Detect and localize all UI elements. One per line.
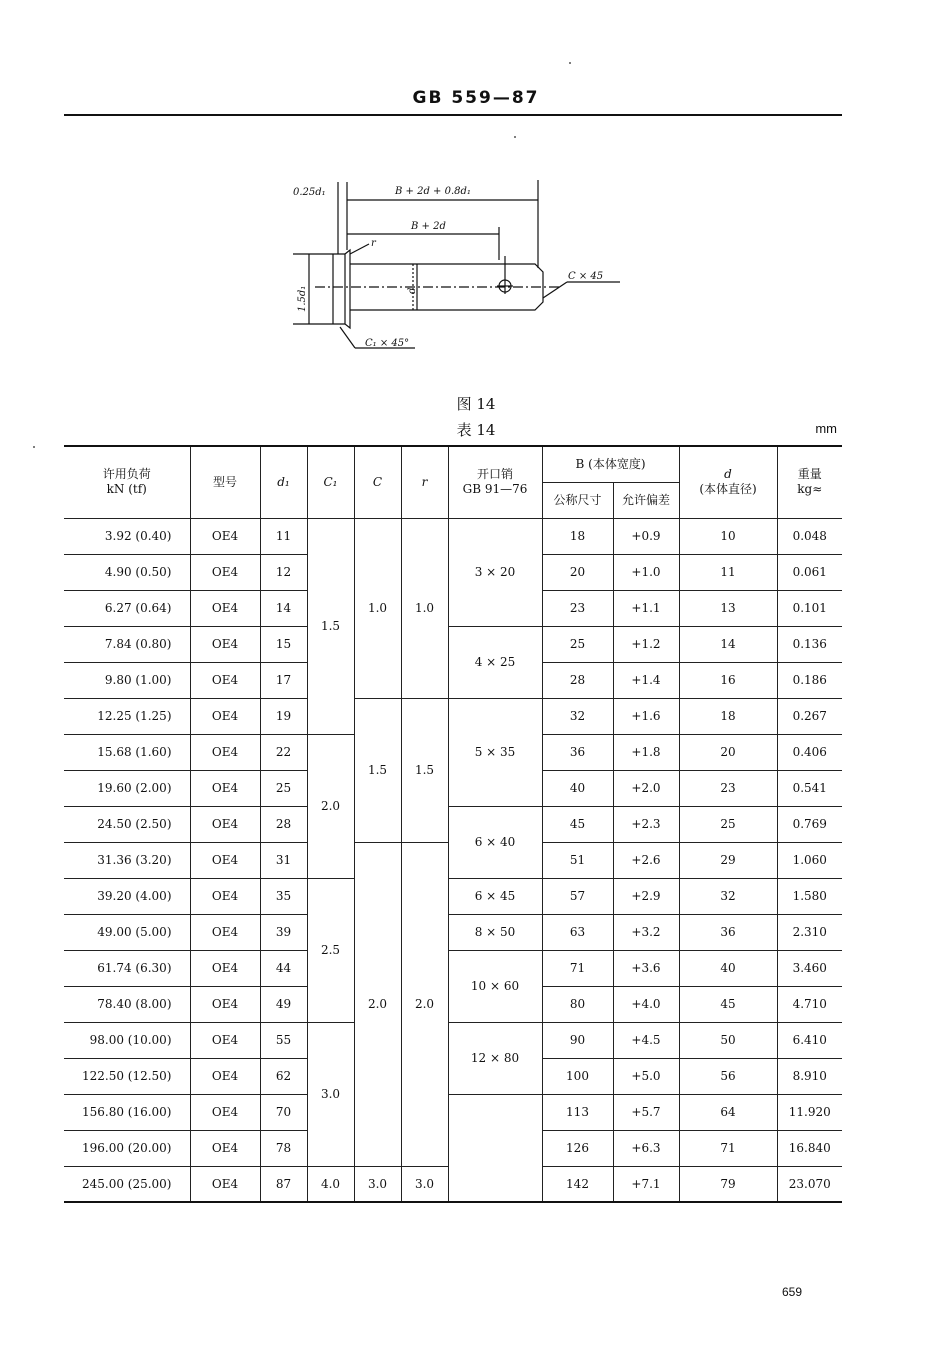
- cell-load: 78.40 (8.00): [64, 986, 190, 1022]
- table-row: [64, 950, 842, 986]
- cell-b-nominal: 28: [542, 662, 613, 698]
- cell-d: 79: [679, 1166, 777, 1202]
- cell-pin: 12 × 80: [448, 1022, 542, 1094]
- cell-b-tol: +1.0: [613, 554, 679, 590]
- cell-d: 23: [679, 770, 777, 806]
- cell-b-tol: +7.1: [613, 1166, 679, 1202]
- header-load-unit: kN (tf): [106, 482, 147, 497]
- table-row: [64, 914, 842, 950]
- header-r: r: [401, 446, 448, 518]
- cell-model: OE4: [190, 1166, 260, 1202]
- cell-d: 45: [679, 986, 777, 1022]
- cell-weight: 11.920: [777, 1094, 842, 1130]
- header-d-symbol: d: [724, 467, 732, 482]
- cell-b-nominal: 40: [542, 770, 613, 806]
- cell-b-tol: +0.9: [613, 518, 679, 554]
- scan-speck: [33, 446, 35, 448]
- cell-d: 32: [679, 878, 777, 914]
- header-load-label: 许用负荷: [102, 467, 151, 482]
- cell-d1: 31: [260, 842, 307, 878]
- cell-b-nominal: 142: [542, 1166, 613, 1202]
- cell-weight: 0.061: [777, 554, 842, 590]
- cell-weight: 0.101: [777, 590, 842, 626]
- cell-d1: 17: [260, 662, 307, 698]
- cell-load: 6.27 (0.64): [64, 590, 190, 626]
- cell-weight: 0.541: [777, 770, 842, 806]
- cell-c1: 3.0: [307, 1022, 354, 1166]
- cell-d: 40: [679, 950, 777, 986]
- header-c: C: [354, 446, 401, 518]
- cell-weight: 0.769: [777, 806, 842, 842]
- table-row: [64, 878, 842, 914]
- cell-b-nominal: 126: [542, 1130, 613, 1166]
- cell-b-tol: +5.7: [613, 1094, 679, 1130]
- cell-b-nominal: 23: [542, 590, 613, 626]
- cell-d1: 78: [260, 1130, 307, 1166]
- cell-r: 2.0: [401, 842, 448, 1166]
- cell-weight: 0.267: [777, 698, 842, 734]
- header-model: 型号: [190, 446, 260, 518]
- cell-b-tol: +1.4: [613, 662, 679, 698]
- header-load: [64, 446, 190, 518]
- header-d-sub: (本体直径): [699, 482, 757, 497]
- cell-d: 64: [679, 1094, 777, 1130]
- cell-b-nominal: 57: [542, 878, 613, 914]
- cell-pin: 10 × 60: [448, 950, 542, 1022]
- header-b-tol: 允许偏差: [613, 482, 679, 518]
- cell-load: 39.20 (4.00): [64, 878, 190, 914]
- cell-b-nominal: 90: [542, 1022, 613, 1058]
- cell-pin: 5 × 35: [448, 698, 542, 806]
- cell-model: OE4: [190, 950, 260, 986]
- cell-weight: 16.840: [777, 1130, 842, 1166]
- header-rule: [64, 114, 842, 116]
- dim-c45-label: C × 45: [568, 271, 604, 282]
- scan-speck: [569, 62, 571, 64]
- cell-c: 1.0: [354, 518, 401, 698]
- header-weight-label: 重量: [797, 467, 822, 482]
- header-d: [679, 446, 777, 518]
- header-c1: C₁: [307, 446, 354, 518]
- cell-c1: 1.5: [307, 518, 354, 734]
- dim-15d1-label: 1.5d₁: [297, 285, 308, 312]
- cell-d1: 22: [260, 734, 307, 770]
- cell-d: 14: [679, 626, 777, 662]
- cell-model: OE4: [190, 1058, 260, 1094]
- cell-model: OE4: [190, 986, 260, 1022]
- cell-d: 20: [679, 734, 777, 770]
- table-row: [64, 1022, 842, 1058]
- header-b-nominal: 公称尺寸: [542, 482, 613, 518]
- header-pin: [448, 446, 542, 518]
- cell-b-tol: +1.8: [613, 734, 679, 770]
- table-row: [64, 698, 842, 734]
- cell-load: 15.68 (1.60): [64, 734, 190, 770]
- cell-d1: 12: [260, 554, 307, 590]
- cell-d1: 28: [260, 806, 307, 842]
- cell-load: 61.74 (6.30): [64, 950, 190, 986]
- header-d1: d₁: [260, 446, 307, 518]
- cell-d1: 25: [260, 770, 307, 806]
- cell-load: 49.00 (5.00): [64, 914, 190, 950]
- cell-pin: [448, 1094, 542, 1202]
- cell-weight: 4.710: [777, 986, 842, 1022]
- cell-model: OE4: [190, 770, 260, 806]
- cell-load: 24.50 (2.50): [64, 806, 190, 842]
- cell-d: 18: [679, 698, 777, 734]
- cell-b-tol: +2.0: [613, 770, 679, 806]
- cell-b-nominal: 100: [542, 1058, 613, 1094]
- cell-weight: 0.048: [777, 518, 842, 554]
- cell-d: 36: [679, 914, 777, 950]
- cell-load: 156.80 (16.00): [64, 1094, 190, 1130]
- cell-d: 56: [679, 1058, 777, 1094]
- cell-model: OE4: [190, 626, 260, 662]
- cell-weight: 0.406: [777, 734, 842, 770]
- cell-load: 4.90 (0.50): [64, 554, 190, 590]
- cell-model: OE4: [190, 914, 260, 950]
- cell-load: 9.80 (1.00): [64, 662, 190, 698]
- cell-weight: 0.186: [777, 662, 842, 698]
- cell-b-nominal: 32: [542, 698, 613, 734]
- cell-model: OE4: [190, 734, 260, 770]
- cell-b-tol: +1.1: [613, 590, 679, 626]
- cell-b-tol: +5.0: [613, 1058, 679, 1094]
- cell-c1: 4.0: [307, 1166, 354, 1202]
- cell-model: OE4: [190, 590, 260, 626]
- cell-b-tol: +6.3: [613, 1130, 679, 1166]
- dim-b2d-label: B + 2d: [411, 221, 446, 232]
- cell-r: 3.0: [401, 1166, 448, 1202]
- cell-weight: 6.410: [777, 1022, 842, 1058]
- shackle-pin-drawing: [285, 172, 630, 357]
- cell-b-tol: +2.9: [613, 878, 679, 914]
- cell-d: 50: [679, 1022, 777, 1058]
- cell-b-nominal: 45: [542, 806, 613, 842]
- cell-load: 3.92 (0.40): [64, 518, 190, 554]
- cell-d: 11: [679, 554, 777, 590]
- cell-model: OE4: [190, 662, 260, 698]
- cell-d1: 15: [260, 626, 307, 662]
- header-pin-std: GB 91—76: [462, 482, 528, 497]
- cell-c1: 2.5: [307, 878, 354, 1022]
- table-row: [64, 1094, 842, 1130]
- cell-pin: 8 × 50: [448, 914, 542, 950]
- dim-c1-45-label: C₁ × 45°: [365, 338, 410, 349]
- cell-model: OE4: [190, 554, 260, 590]
- figure-caption: 图 14: [456, 395, 496, 413]
- table-body: [64, 518, 842, 1202]
- cell-load: 122.50 (12.50): [64, 1058, 190, 1094]
- cell-b-nominal: 71: [542, 950, 613, 986]
- cell-model: OE4: [190, 1094, 260, 1130]
- cell-b-nominal: 18: [542, 518, 613, 554]
- dim-d-label: d: [407, 287, 418, 294]
- cell-d1: 55: [260, 1022, 307, 1058]
- cell-pin: 6 × 40: [448, 806, 542, 878]
- cell-c: 1.5: [354, 698, 401, 842]
- cell-c: 3.0: [354, 1166, 401, 1202]
- header-weight-unit: kg≈: [797, 482, 823, 497]
- cell-b-tol: +2.3: [613, 806, 679, 842]
- cell-d1: 49: [260, 986, 307, 1022]
- cell-d: 16: [679, 662, 777, 698]
- cell-weight: 3.460: [777, 950, 842, 986]
- cell-b-tol: +4.5: [613, 1022, 679, 1058]
- page-number: 659: [782, 1285, 803, 1299]
- cell-model: OE4: [190, 806, 260, 842]
- cell-weight: 0.136: [777, 626, 842, 662]
- cell-b-tol: +2.6: [613, 842, 679, 878]
- cell-d1: 87: [260, 1166, 307, 1202]
- cell-load: 98.00 (10.00): [64, 1022, 190, 1058]
- cell-model: OE4: [190, 518, 260, 554]
- cell-b-nominal: 20: [542, 554, 613, 590]
- cell-pin: 6 × 45: [448, 878, 542, 914]
- dim-025d1-label: 0.25d₁: [293, 187, 326, 198]
- cell-load: 12.25 (1.25): [64, 698, 190, 734]
- cell-model: OE4: [190, 1022, 260, 1058]
- dim-total-label: B + 2d + 0.8d₁: [395, 186, 471, 197]
- cell-d: 71: [679, 1130, 777, 1166]
- cell-weight: 1.060: [777, 842, 842, 878]
- document-header: GB 559—87: [412, 88, 540, 108]
- cell-b-nominal: 51: [542, 842, 613, 878]
- cell-load: 196.00 (20.00): [64, 1130, 190, 1166]
- cell-b-nominal: 80: [542, 986, 613, 1022]
- cell-r: 1.5: [401, 698, 448, 842]
- unit-label: mm: [815, 421, 837, 436]
- cell-b-nominal: 25: [542, 626, 613, 662]
- header-b: B (本体宽度): [542, 446, 679, 482]
- header-pin-label: 开口销: [476, 467, 513, 482]
- cell-load: 245.00 (25.00): [64, 1166, 190, 1202]
- cell-b-tol: +1.2: [613, 626, 679, 662]
- cell-d: 13: [679, 590, 777, 626]
- spec-table: [64, 445, 842, 1203]
- cell-weight: 8.910: [777, 1058, 842, 1094]
- cell-d1: 62: [260, 1058, 307, 1094]
- scan-speck: [514, 136, 516, 138]
- cell-pin: 3 × 20: [448, 518, 542, 626]
- cell-d: 29: [679, 842, 777, 878]
- cell-load: 31.36 (3.20): [64, 842, 190, 878]
- cell-model: OE4: [190, 1130, 260, 1166]
- cell-b-tol: +1.6: [613, 698, 679, 734]
- cell-d1: 44: [260, 950, 307, 986]
- cell-r: 1.0: [401, 518, 448, 698]
- cell-load: 7.84 (0.80): [64, 626, 190, 662]
- cell-c1: 2.0: [307, 734, 354, 878]
- cell-d1: 14: [260, 590, 307, 626]
- cell-pin: 4 × 25: [448, 626, 542, 698]
- cell-d: 25: [679, 806, 777, 842]
- cell-b-nominal: 36: [542, 734, 613, 770]
- cell-d: 10: [679, 518, 777, 554]
- table-caption: 表 14: [456, 421, 496, 439]
- cell-d1: 70: [260, 1094, 307, 1130]
- cell-weight: 2.310: [777, 914, 842, 950]
- cell-b-nominal: 113: [542, 1094, 613, 1130]
- cell-load: 19.60 (2.00): [64, 770, 190, 806]
- cell-model: OE4: [190, 842, 260, 878]
- cell-weight: 23.070: [777, 1166, 842, 1202]
- table-row: [64, 626, 842, 662]
- cell-d1: 19: [260, 698, 307, 734]
- dim-r-label: r: [371, 238, 376, 249]
- table-row: [64, 806, 842, 842]
- cell-model: OE4: [190, 878, 260, 914]
- cell-d1: 39: [260, 914, 307, 950]
- cell-b-tol: +3.2: [613, 914, 679, 950]
- table-row: [64, 518, 842, 554]
- cell-model: OE4: [190, 698, 260, 734]
- cell-b-tol: +3.6: [613, 950, 679, 986]
- cell-c: 2.0: [354, 842, 401, 1166]
- cell-d1: 11: [260, 518, 307, 554]
- cell-weight: 1.580: [777, 878, 842, 914]
- cell-d1: 35: [260, 878, 307, 914]
- cell-b-nominal: 63: [542, 914, 613, 950]
- cell-b-tol: +4.0: [613, 986, 679, 1022]
- header-weight: [777, 446, 842, 518]
